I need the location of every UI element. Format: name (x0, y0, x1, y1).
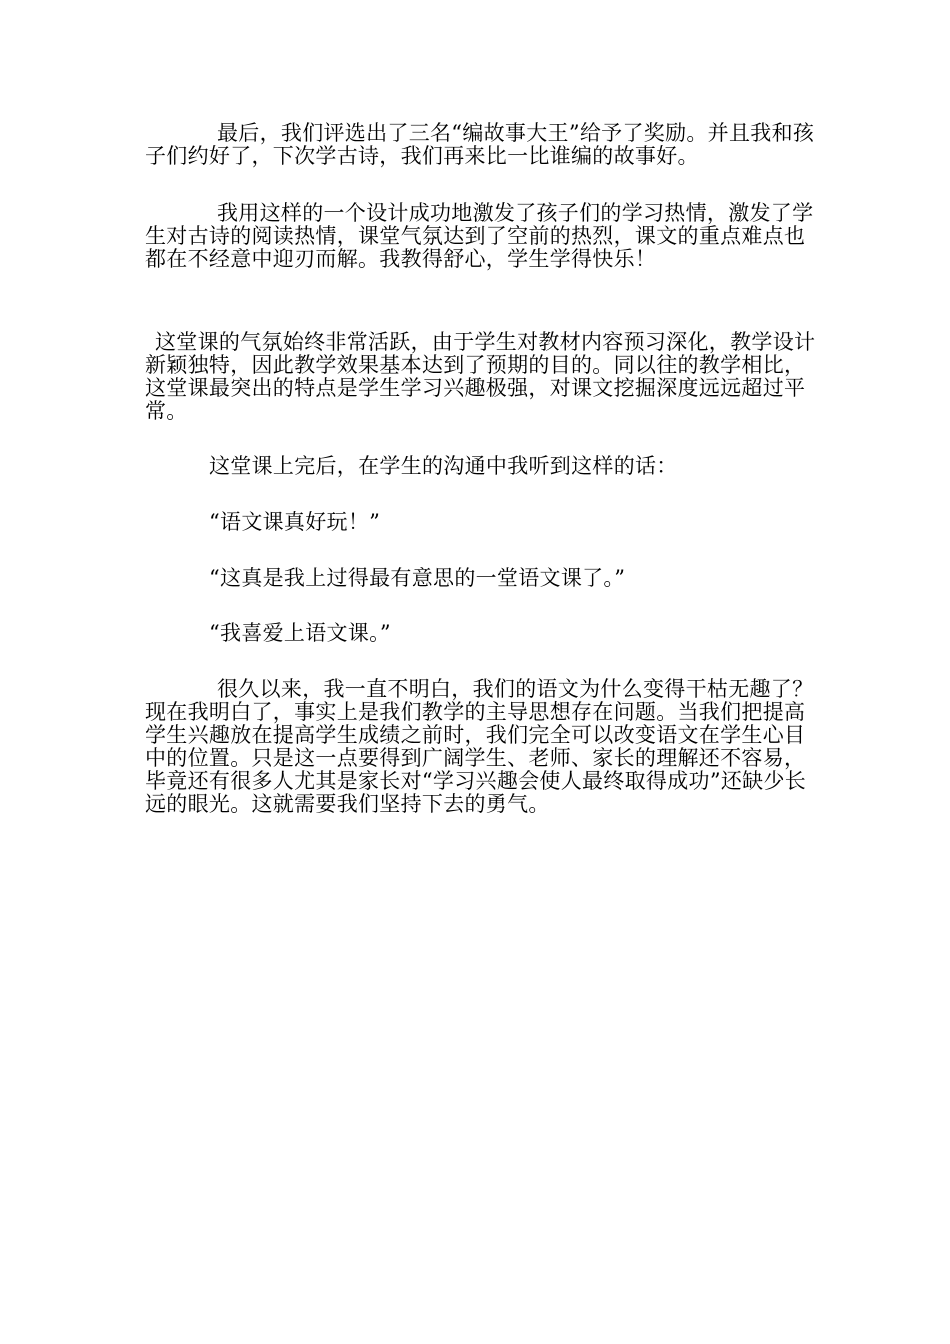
quote-fun-class: “语文课真好玩！” (209, 510, 381, 534)
quote-love-chinese: “我喜爱上语文课。” (209, 621, 391, 645)
paragraph-after-class: 这堂课上完后，在学生的沟通中我听到这样的话： (209, 454, 678, 478)
document-body (145, 122, 825, 816)
quote-most-interesting: “这真是我上过得最有意思的一堂语文课了。” (209, 566, 626, 590)
paragraph-reflection: 很久以来，我一直不明白，我们的语文为什么变得干枯无趣了？现在我明白了，事实上是我们教学的主导思想存在问题。当我们把提高学生兴趣放在提高学生成绩之前时，我们完全可以改变语文在学生心目中的位置。只是这一点要得到广阔学生、老师、家长的理解还不容易，毕竟还有很多人尤其是家长对“学习兴趣会使人最终取得成功”还缺少长远的眼光。这就需要我们坚持下去的勇气。 (145, 677, 814, 816)
paragraph-class-atmosphere: 这堂课的气氛始终非常活跃，由于学生对教材内容预习深化，教学设计新颖独特，因此教学效果基本达到了预期的目的。同以往的教学相比，这堂课最突出的特点是学生学习兴趣极强，对课文挖掘深度远远超过平常。 (145, 330, 816, 423)
paragraph-award: 最后，我们评选出了三名“编故事大王”给予了奖励。并且我和孩子们约好了，下次学古诗，我们再来比一比谁编的故事好。 (145, 121, 815, 168)
paragraph-design-success: 我用这样的一个设计成功地激发了孩子们的学习热情，激发了学生对古诗的阅读热情，课堂气氛达到了空前的热烈，课文的重点难点也都在不经意中迎刃而解。我教得舒心，学生学得快乐！ (145, 201, 814, 271)
